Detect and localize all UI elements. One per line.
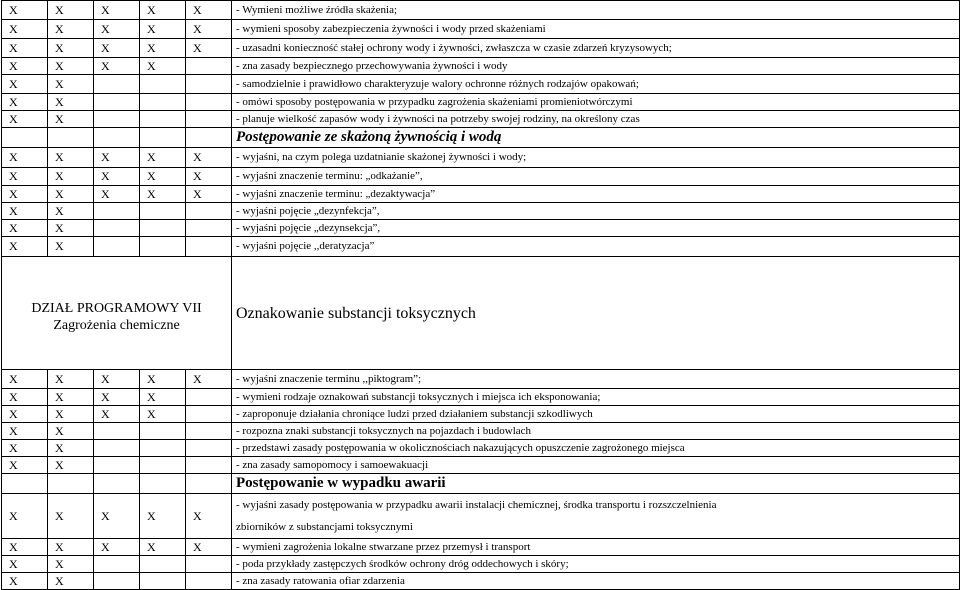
- table-row: [2, 148, 960, 168]
- mark-cell: X: [48, 556, 94, 573]
- requirement-text: - wyjaśni znaczenie terminu ,,piktogram”;: [232, 370, 960, 389]
- table-row: [2, 186, 960, 203]
- mark-cell: [186, 237, 232, 257]
- mark-cell: X: [140, 58, 186, 75]
- mark-cell: X: [94, 406, 140, 423]
- mark-cell: X: [94, 539, 140, 556]
- mark-cell: X: [48, 457, 94, 474]
- table-section-decontamination: [2, 148, 960, 257]
- mark-cell: [140, 111, 186, 128]
- table-row: [2, 58, 960, 75]
- table-row: [2, 94, 960, 111]
- mark-cell: [140, 457, 186, 474]
- mark-cell: X: [2, 440, 48, 457]
- department-number: DZIAŁ PROGRAMOWY VII: [31, 301, 202, 316]
- mark-cell: X: [2, 389, 48, 406]
- mark-cell: X: [48, 168, 94, 186]
- mark-cell: X: [186, 168, 232, 186]
- mark-cell: X: [94, 148, 140, 168]
- table-row: [2, 20, 960, 39]
- table-row: [2, 168, 960, 186]
- mark-cell: X: [94, 168, 140, 186]
- table-section-toxic-labels: [2, 370, 960, 474]
- mark-cell: [94, 237, 140, 257]
- table-section-food-water: [2, 1, 960, 128]
- mark-cell: X: [2, 406, 48, 423]
- mark-cell: [186, 389, 232, 406]
- mark-cell: X: [48, 220, 94, 237]
- mark-cell: X: [2, 237, 48, 257]
- mark-cell: X: [140, 494, 186, 539]
- mark-cell: [94, 75, 140, 94]
- mark-cell: [186, 203, 232, 220]
- mark-cell: [186, 75, 232, 94]
- mark-cell: [186, 111, 232, 128]
- mark-cell: [94, 220, 140, 237]
- requirement-text: - zna zasady bezpiecznego przechowywania żywności i wody: [232, 58, 960, 75]
- mark-cell: X: [2, 203, 48, 220]
- mark-cell: X: [186, 539, 232, 556]
- mark-cell: X: [2, 423, 48, 440]
- mark-cell: [94, 423, 140, 440]
- mark-cell: X: [140, 168, 186, 186]
- table-row: [2, 556, 960, 573]
- table-row: [2, 406, 960, 423]
- table-row: [2, 494, 960, 539]
- topic-title: Oznakowanie substancji toksycznych: [232, 257, 960, 370]
- mark-cell: X: [140, 389, 186, 406]
- requirement-text: - przedstawi zasady postępowania w okolicznościach nakazujących opuszczenie zagrożonego miejsca: [232, 440, 960, 457]
- mark-cell: X: [2, 556, 48, 573]
- mark-cell: X: [94, 494, 140, 539]
- mark-cell: X: [140, 186, 186, 203]
- mark-cell: X: [94, 370, 140, 389]
- table-row: [2, 457, 960, 474]
- mark-cell: [186, 573, 232, 590]
- requirement-text: - zna zasady ratowania ofiar zdarzenia: [232, 573, 960, 590]
- table-row: [2, 389, 960, 406]
- table-section-local-hazards: [2, 539, 960, 590]
- mark-cell: X: [48, 423, 94, 440]
- mark-cell: [186, 58, 232, 75]
- mark-cell: X: [140, 20, 186, 39]
- table-row: [2, 220, 960, 237]
- mark-cell: X: [48, 539, 94, 556]
- mark-cell: [186, 556, 232, 573]
- mark-cell: X: [186, 494, 232, 539]
- mark-cell: X: [48, 494, 94, 539]
- mark-cell: [94, 440, 140, 457]
- mark-cell: X: [2, 220, 48, 237]
- mark-cell: X: [186, 20, 232, 39]
- section-heading-accident: Postępowanie w wypadku awarii: [232, 474, 960, 494]
- requirement-text: - omówi sposoby postępowania w przypadku zagrożenia skażeniami promieniotwórczymi: [232, 94, 960, 111]
- requirement-text: - zna zasady samopomocy i samoewakuacji: [232, 457, 960, 474]
- mark-cell: X: [2, 75, 48, 94]
- mark-cell: [140, 94, 186, 111]
- mark-cell: X: [94, 389, 140, 406]
- mark-cell: X: [48, 237, 94, 257]
- mark-cell: X: [48, 389, 94, 406]
- heading-row: [2, 474, 960, 494]
- requirement-text: - wymieni sposoby zabezpieczenia żywności i wody przed skażeniami: [232, 20, 960, 39]
- table-row: [2, 370, 960, 389]
- mark-cell: X: [48, 370, 94, 389]
- mark-cell: X: [2, 94, 48, 111]
- mark-cell: X: [2, 457, 48, 474]
- mark-cell: [140, 556, 186, 573]
- requirement-text: - samodzielnie i prawidłowo charakteryzuje walory ochronne różnych rodzajów opakowań;: [232, 75, 960, 94]
- mark-cell: X: [2, 186, 48, 203]
- department-title: Zagrożenia chemiczne: [53, 318, 180, 333]
- mark-cell: X: [140, 370, 186, 389]
- mark-cell: X: [48, 1, 94, 20]
- section-heading-contaminated-food: Postępowanie ze skażoną żywnością i wodą: [232, 128, 960, 148]
- requirement-text: - wymieni rodzaje oznakowań substancji toksycznych i miejsca ich eksponowania;: [232, 389, 960, 406]
- mark-cell: [186, 440, 232, 457]
- requirement-text: - wyjaśni, na czym polega uzdatnianie skażonej żywności i wody;: [232, 148, 960, 168]
- mark-cell: X: [140, 1, 186, 20]
- requirement-text: - wyjaśni znaczenie terminu: „odkażanie”,: [232, 168, 960, 186]
- mark-cell: X: [94, 39, 140, 58]
- mark-cell: X: [94, 186, 140, 203]
- mark-cell: X: [140, 39, 186, 58]
- table-row: [2, 39, 960, 58]
- mark-cell: [140, 75, 186, 94]
- table-row: [2, 203, 960, 220]
- requirement-text: - wymieni zagrożenia lokalne stwarzane przez przemysł i transport: [232, 539, 960, 556]
- requirement-text-line2: zbiorników z substancjami toksycznymi: [236, 521, 413, 533]
- requirement-text: - wyjaśni pojęcie „dezynsekcja”,: [232, 220, 960, 237]
- mark-cell: X: [48, 94, 94, 111]
- mark-cell: [140, 237, 186, 257]
- mark-cell: X: [140, 539, 186, 556]
- mark-cell: [140, 203, 186, 220]
- requirement-text: [232, 494, 960, 539]
- mark-cell: X: [2, 148, 48, 168]
- mark-cell: X: [2, 494, 48, 539]
- mark-cell: X: [140, 148, 186, 168]
- mark-cell: X: [2, 111, 48, 128]
- mark-cell: [186, 220, 232, 237]
- curriculum-table: [1, 0, 960, 590]
- mark-cell: X: [94, 58, 140, 75]
- mark-cell: [140, 220, 186, 237]
- mark-cell: [94, 111, 140, 128]
- mark-cell: X: [48, 573, 94, 590]
- table-row: [2, 1, 960, 20]
- mark-cell: X: [2, 58, 48, 75]
- mark-cell: X: [48, 148, 94, 168]
- mark-cell: [94, 203, 140, 220]
- mark-cell: [186, 423, 232, 440]
- mark-cell: [140, 423, 186, 440]
- mark-cell: X: [48, 440, 94, 457]
- mark-cell: X: [48, 406, 94, 423]
- mark-cell: X: [48, 111, 94, 128]
- mark-cell: [186, 457, 232, 474]
- mark-cell: X: [2, 370, 48, 389]
- table-row: [2, 573, 960, 590]
- mark-cell: [94, 556, 140, 573]
- mark-cell: X: [186, 186, 232, 203]
- table-row: [2, 440, 960, 457]
- mark-cell: [94, 573, 140, 590]
- mark-cell: X: [186, 39, 232, 58]
- requirement-text: - uzasadni konieczność stałej ochrony wody i żywności, zwłaszcza w czasie zdarzeń kryzysowych;: [232, 39, 960, 58]
- mark-cell: X: [186, 370, 232, 389]
- department-row: [2, 257, 960, 370]
- mark-cell: X: [48, 20, 94, 39]
- requirement-text: - zaproponuje działania chroniące ludzi przed działaniem substancji szkodliwych: [232, 406, 960, 423]
- mark-cell: X: [48, 186, 94, 203]
- mark-cell: X: [2, 168, 48, 186]
- mark-cell: X: [140, 406, 186, 423]
- mark-cell: X: [48, 58, 94, 75]
- heading-row: [2, 128, 960, 148]
- mark-cell: [94, 457, 140, 474]
- mark-cell: X: [186, 148, 232, 168]
- mark-cell: X: [94, 20, 140, 39]
- requirement-text: - wyjaśni pojęcie „dezynfekcja”,: [232, 203, 960, 220]
- mark-cell: X: [186, 1, 232, 20]
- mark-cell: [140, 440, 186, 457]
- requirement-text: - wyjaśni znaczenie terminu: „dezaktywacja”: [232, 186, 960, 203]
- table-row: [2, 111, 960, 128]
- mark-cell: [140, 573, 186, 590]
- requirement-text: - rozpozna znaki substancji toksycznych na pojazdach i budowlach: [232, 423, 960, 440]
- mark-cell: X: [2, 39, 48, 58]
- requirement-text-line1: - wyjaśni zasady postępowania w przypadku awarii instalacji chemicznej, środka transportu i rozszczelnienia: [236, 499, 717, 511]
- mark-cell: X: [94, 1, 140, 20]
- mark-cell: X: [2, 1, 48, 20]
- table-row: [2, 423, 960, 440]
- requirement-text: - planuje wielkość zapasów wody i żywności na potrzeby swojej rodziny, na określony czas: [232, 111, 960, 128]
- requirement-text: - Wymieni możliwe źródła skażenia;: [232, 1, 960, 20]
- mark-cell: X: [48, 203, 94, 220]
- mark-cell: X: [48, 39, 94, 58]
- table-row: [2, 539, 960, 556]
- mark-cell: [186, 406, 232, 423]
- table-row: [2, 75, 960, 94]
- mark-cell: X: [48, 75, 94, 94]
- mark-cell: X: [2, 539, 48, 556]
- mark-cell: X: [2, 20, 48, 39]
- requirement-text: - poda przykłady zastępczych środków ochrony dróg oddechowych i skóry;: [232, 556, 960, 573]
- mark-cell: X: [2, 573, 48, 590]
- requirement-text: - wyjaśni pojęcie ,,deratyzacja”: [232, 237, 960, 257]
- mark-cell: [94, 94, 140, 111]
- mark-cell: [186, 94, 232, 111]
- table-row: [2, 237, 960, 257]
- department-label: [2, 257, 232, 370]
